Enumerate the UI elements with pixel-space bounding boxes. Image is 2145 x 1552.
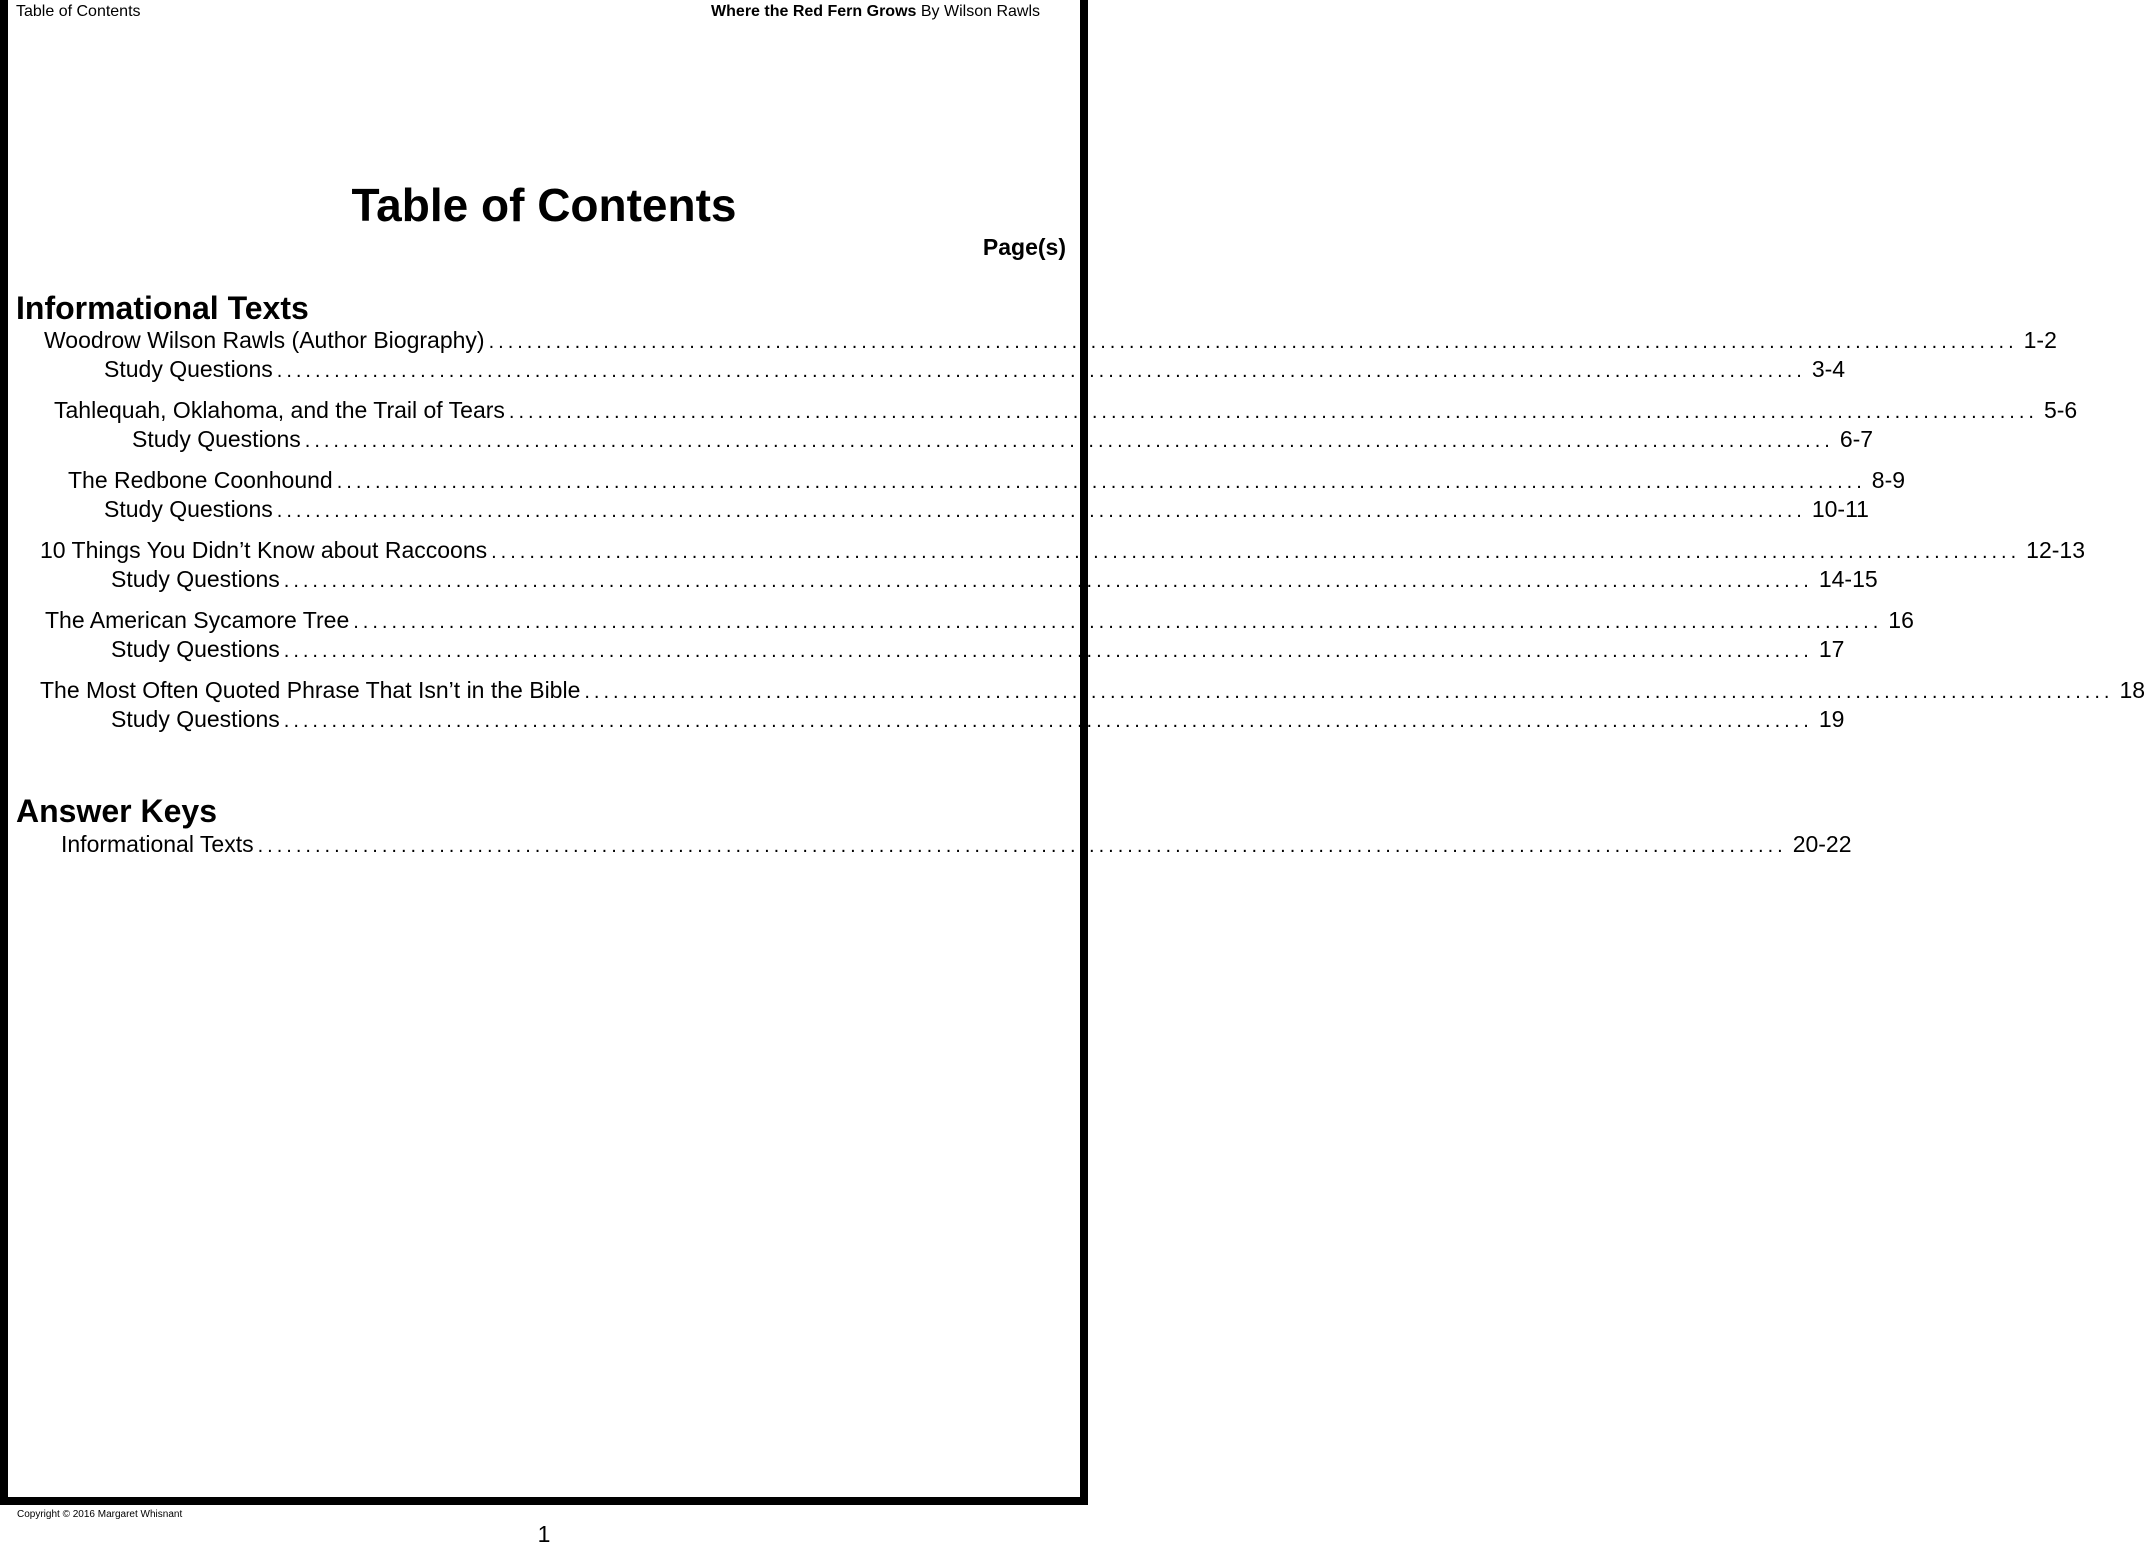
toc-entry[interactable] — [44, 327, 2057, 357]
dot-leader: ................................................................................................................................................................ — [257, 835, 1787, 857]
toc-entry[interactable] — [111, 636, 1845, 666]
dot-leader: ................................................................................................................................................................ — [336, 471, 1866, 493]
toc-entry-pages: 5-6 — [2043, 397, 2078, 423]
toc-entry-pages: 14-15 — [1818, 566, 1878, 592]
toc-entry[interactable] — [132, 426, 1874, 456]
toc-entry-pages: 18 — [2119, 677, 2145, 703]
section-heading-informational-texts: Informational Texts — [16, 290, 309, 326]
copyright-notice: Copyright © 2016 Margaret Whisnant — [17, 1509, 183, 1520]
toc-entry-title: Study Questions — [111, 636, 280, 662]
toc-entry-title: Study Questions — [104, 496, 273, 522]
toc-entry-pages: 17 — [1818, 636, 1845, 662]
toc-entry-pages: 1-2 — [2023, 327, 2057, 353]
toc-entry[interactable] — [111, 566, 1878, 596]
toc-entry-title: The Redbone Coonhound — [68, 467, 333, 493]
toc-entry-pages: 6-7 — [1839, 426, 1874, 452]
toc-entry-title: Study Questions — [111, 566, 280, 592]
toc-entry[interactable] — [45, 607, 1914, 637]
toc-entry[interactable] — [104, 356, 1846, 386]
toc-entry-pages: 20-22 — [1792, 831, 1852, 857]
toc-entry[interactable] — [68, 467, 1906, 497]
header-book-author: By Wilson Rawls — [916, 3, 1040, 20]
dot-leader: ................................................................................................................................................................ — [283, 710, 1813, 732]
dot-leader: ................................................................................................................................................................ — [283, 570, 1813, 592]
pages-column-label: Page(s) — [982, 234, 1066, 260]
toc-entry[interactable] — [104, 496, 1869, 526]
dot-leader: ................................................................................................................................................................ — [488, 331, 2018, 353]
header-book-name: Where the Red Fern Grows — [711, 3, 917, 20]
toc-entry-title: Study Questions — [104, 356, 273, 382]
dot-leader: ................................................................................................................................................................ — [353, 611, 1883, 633]
toc-entry[interactable] — [40, 537, 2085, 567]
toc-entry-title: Study Questions — [111, 706, 280, 732]
dot-leader: ................................................................................................................................................................ — [276, 500, 1806, 522]
toc-entry-pages: 10-11 — [1811, 496, 1869, 522]
dot-leader: ................................................................................................................................................................ — [491, 541, 2021, 563]
page-title: Table of Contents — [351, 179, 737, 231]
dot-leader: ................................................................................................................................................................ — [283, 640, 1813, 662]
toc-entry-title: Woodrow Wilson Rawls (Author Biography) — [44, 327, 485, 353]
toc-entry-pages: 19 — [1818, 706, 1845, 732]
dot-leader: ................................................................................................................................................................ — [304, 430, 1834, 452]
page-number: 1 — [537, 1521, 551, 1547]
toc-entry-title: The American Sycamore Tree — [45, 607, 350, 633]
toc-entry-title: Study Questions — [132, 426, 301, 452]
toc-entry-title: Tahlequah, Oklahoma, and the Trail of Tears — [54, 397, 505, 423]
dot-leader: ................................................................................................................................................................ — [276, 360, 1806, 382]
toc-entry-pages: 3-4 — [1811, 356, 1846, 382]
toc-entry-title: The Most Often Quoted Phrase That Isn’t in the Bible — [40, 677, 581, 703]
section-heading-answer-keys: Answer Keys — [16, 793, 217, 829]
toc-entry[interactable] — [111, 706, 1845, 736]
toc-entry-pages: 8-9 — [1871, 467, 1906, 493]
toc-entry[interactable] — [61, 831, 1852, 861]
toc-entry-title: Informational Texts — [61, 831, 254, 857]
toc-entry-pages: 12-13 — [2026, 537, 2085, 563]
dot-leader: ................................................................................................................................................................ — [584, 681, 2114, 703]
toc-entry[interactable] — [54, 397, 2078, 427]
toc-entry-title: 10 Things You Didn’t Know about Raccoons — [40, 537, 488, 563]
dot-leader: ................................................................................................................................................................ — [508, 401, 2038, 423]
toc-entry[interactable] — [40, 677, 2145, 707]
toc-entry-pages: 16 — [1888, 607, 1914, 633]
header-book-title — [711, 3, 1040, 21]
header-section-label: Table of Contents — [16, 3, 141, 20]
